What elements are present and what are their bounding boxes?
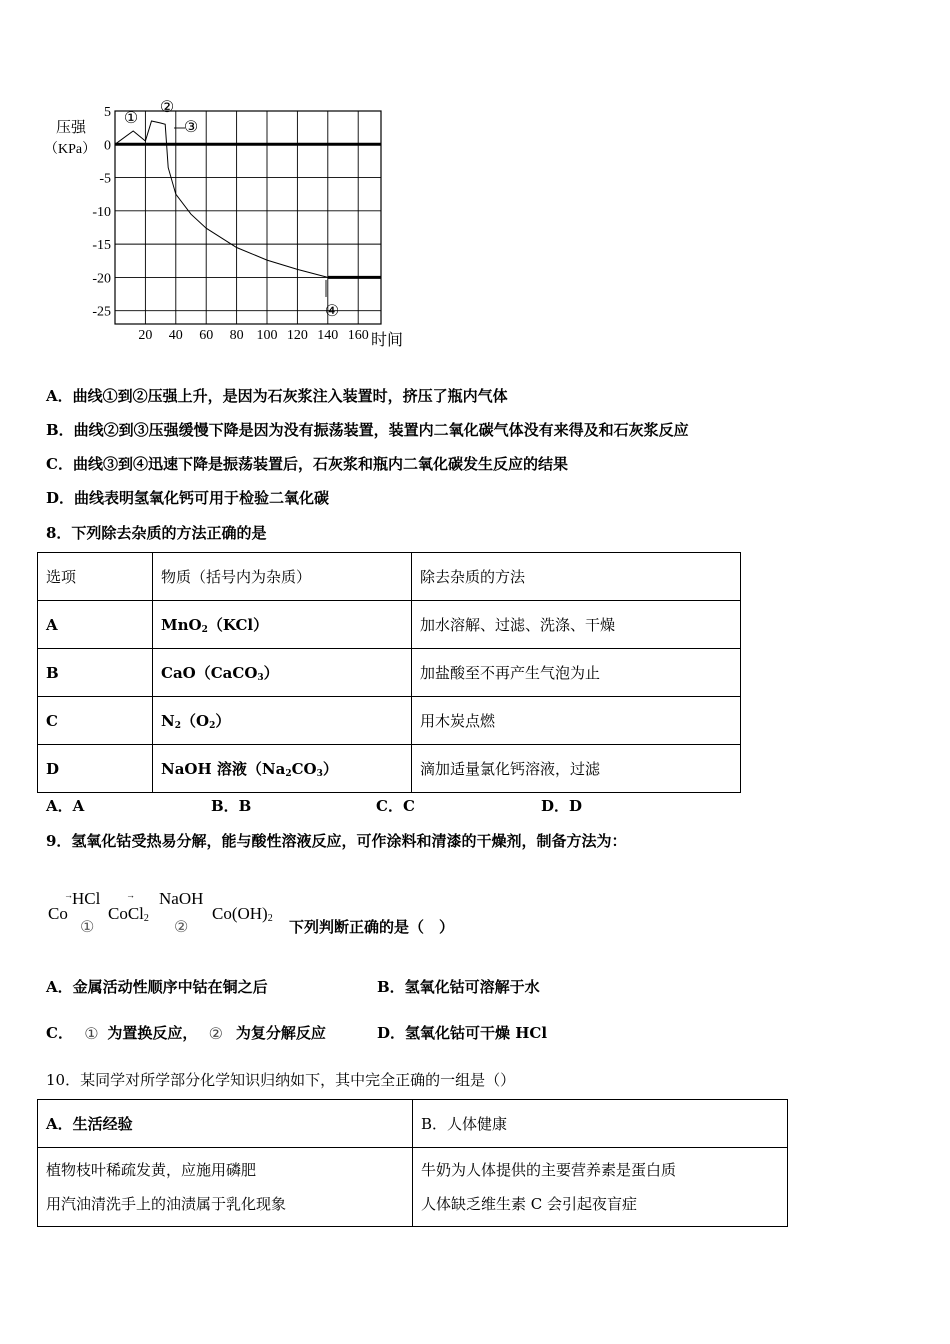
table-header-row [38,553,741,601]
q9-option-a[interactable]: A．金属活动性顺序中钴在铜之后 [46,978,268,996]
arrow-1-icon: → [64,890,73,900]
q8-answer-b[interactable]: B．B [211,797,252,815]
x-tick-label: 120 [286,328,308,343]
q10-head-a: A．生活经验 [38,1100,413,1148]
q10-stem: 10．某同学对所学部分化学知识归纳如下，其中完全正确的一组是（） [46,1071,516,1089]
scheme-cooh2: $Co(OH)_2$ [212,904,273,924]
q7-option-d[interactable]: D．曲线表明氢氧化钙可用于检验二氧化碳 [46,489,330,507]
q9-tail: 下列判断正确的是（ ） [289,918,455,936]
q10-a-line-1: 植物枝叶稀疏发黄，应施用磷肥 [46,1161,257,1179]
table-row [38,745,741,793]
header-substance: 物质（括号内为杂质） [153,553,412,601]
y-axis-label: 压强 [56,120,87,136]
y-axis-unit: （KPa） [44,142,97,157]
point-label: ② [159,99,175,116]
x-axis-label: 时间 [371,332,404,349]
q8-answer-d[interactable]: D．D [541,797,583,815]
row-substance: CaO（CaCO$_3$） [153,649,412,697]
point-label: ① [123,110,139,127]
pressure-chart [40,95,420,360]
q10-header-row [38,1100,788,1148]
scheme-naoh: NaOH [159,889,204,908]
table-row [38,601,741,649]
row-option: C [38,697,153,745]
q10-head-b: B．人体健康 [413,1100,788,1148]
row-option: B [38,649,153,697]
q9-option-b[interactable]: B．氢氧化钴可溶解于水 [377,978,540,996]
scheme-hcl: HCl [72,889,101,908]
x-tick-label: 80 [229,328,244,343]
x-tick-label: 160 [347,328,369,343]
q8-stem: 8．下列除去杂质的方法正确的是 [46,524,267,542]
step2-mark: ② [208,1024,224,1043]
scheme-step1: ① [80,919,95,936]
q10-body-row [38,1148,788,1227]
q8-answer-c[interactable]: C．C [376,797,415,815]
y-tick-label: 0 [104,138,111,154]
row-method: 滴加适量氯化钙溶液，过滤 [412,745,741,793]
y-tick-label: -5 [99,171,111,187]
row-method: 用木炭点燃 [412,697,741,745]
q8-table [37,552,741,793]
x-tick-label: 100 [256,328,278,343]
row-substance: NaOH 溶液$(Na_2CO_3)$ [153,745,412,793]
scheme-step2: ② [174,919,189,936]
y-tick-label: -20 [92,271,111,287]
q10-b-line-2: 人体缺乏维生素 C 会引起夜盲症 [421,1195,638,1213]
row-method: 加盐酸至不再产生气泡为止 [412,649,741,697]
y-tick-label: -15 [92,238,111,254]
point-label: ④ [324,303,340,320]
scheme-cocl2: CoCl$_2$ [108,904,149,924]
x-tick-label: 60 [199,328,214,343]
q10-b-line-1: 牛奶为人体提供的主要营养素是蛋白质 [421,1161,677,1179]
scheme-co: Co [48,904,68,923]
q10-cell-b [413,1148,788,1227]
q7-option-a[interactable]: A．曲线①到②压强上升，是因为石灰浆注入装置时，挤压了瓶内气体 [46,387,508,405]
x-tick-label: 140 [317,328,339,343]
header-method: 除去杂质的方法 [412,553,741,601]
row-method: 加水溶解、过滤、洗涤、干燥 [412,601,741,649]
y-tick-label: -10 [92,204,111,220]
x-tick-label: 40 [168,328,183,343]
q8-answer-a[interactable]: A．A [46,797,85,815]
q9-stem: 9．氢氧化钴受热易分解，能与酸性溶液反应，可作涂料和清漆的干燥剂，制备方法为： [46,832,627,850]
row-option: D [38,745,153,793]
q9-option-c[interactable]: C． ① 为置换反应， ② 为复分解反应 [46,1024,326,1043]
header-option: 选项 [38,553,153,601]
q7-option-b[interactable]: B．曲线②到③压强缓慢下降是因为没有振荡装置，装置内二氧化碳气体没有来得及和石灰浆反应 [46,421,689,439]
q7-option-c[interactable]: C．曲线③到④迅速下降是振荡装置后，石灰浆和瓶内二氧化碳发生反应的结果 [46,455,568,473]
q10-cell-a [38,1148,413,1227]
table-row [38,697,741,745]
row-substance: $N_2(O_2)$ [153,697,412,745]
table-row [38,649,741,697]
x-tick-label: 20 [138,328,153,343]
q10-table [37,1099,788,1227]
q10-a-line-2: 用汽油清洗手上的油渍属于乳化现象 [46,1195,287,1213]
row-substance: MnO$_2$（KCl） [153,601,412,649]
q9-option-d[interactable]: D．氢氧化钴可干燥 HCl [377,1024,548,1042]
row-option: A [38,601,153,649]
y-tick-label: -25 [92,304,111,320]
point-label: ③ [183,119,199,136]
reaction-scheme [46,884,286,940]
arrow-2-icon: → [126,890,135,900]
step1-mark: ① [84,1024,99,1043]
y-tick-label: 5 [104,105,111,120]
